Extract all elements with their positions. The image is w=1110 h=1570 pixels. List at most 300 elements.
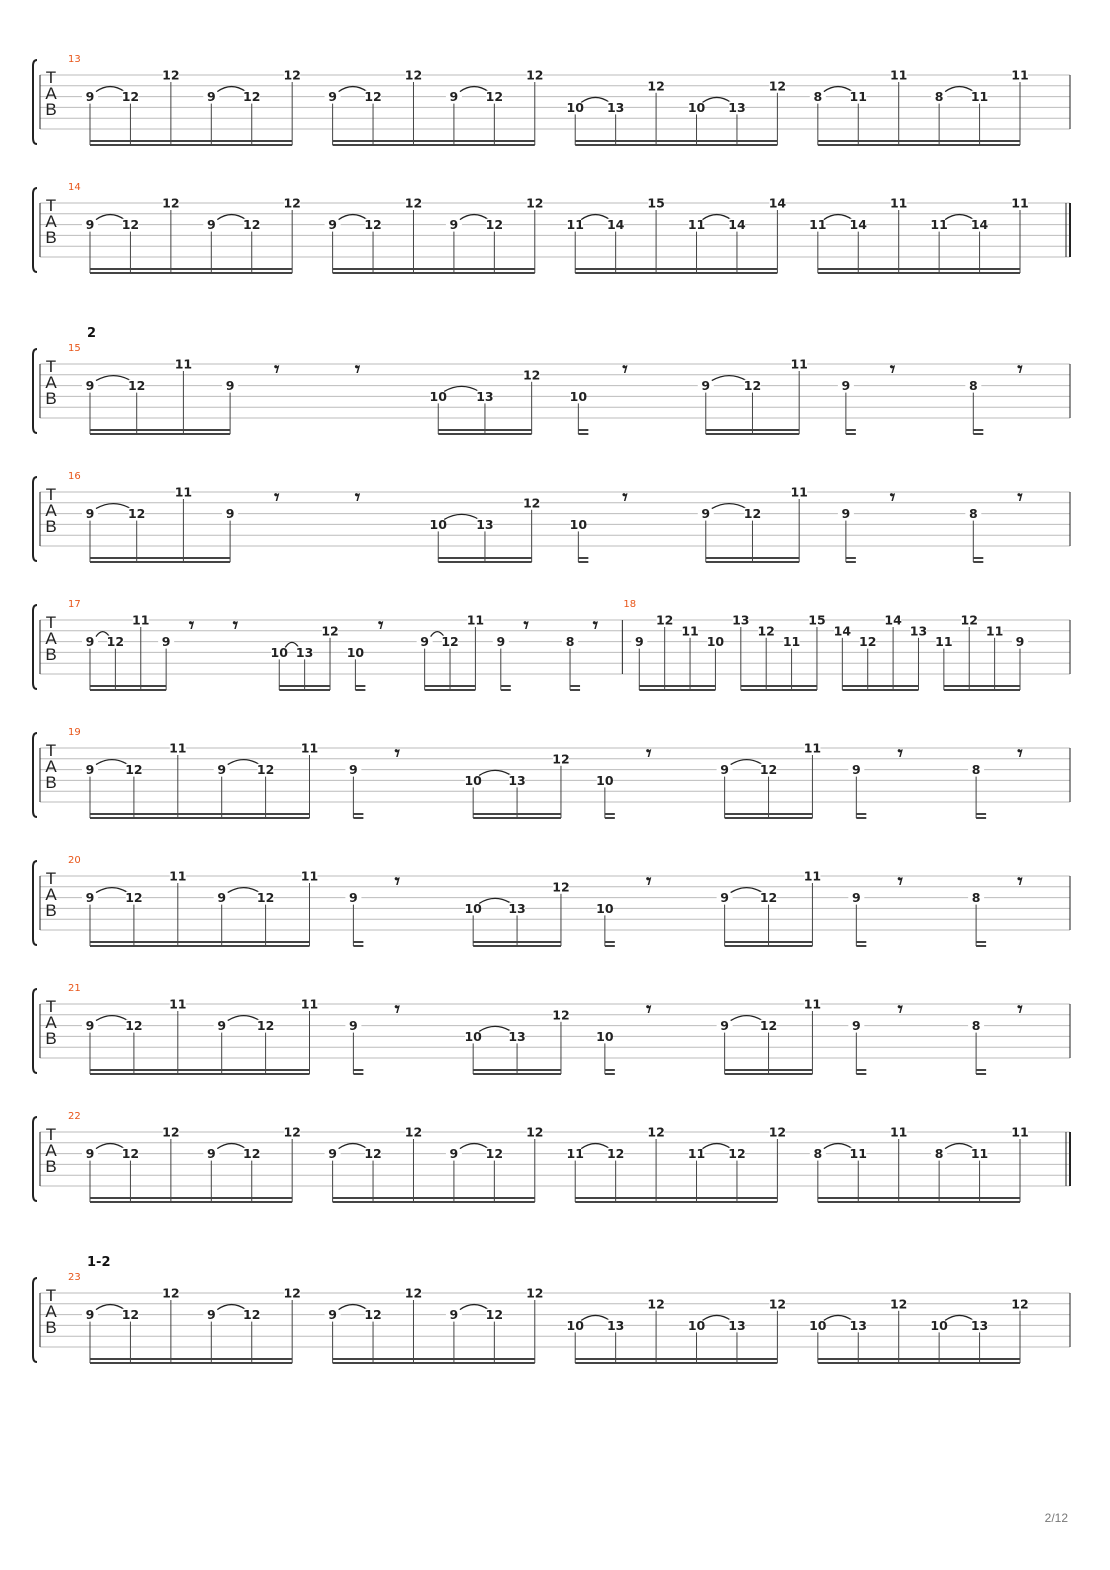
tab-clef-t: T [45, 485, 57, 504]
fret-number: 15 [647, 195, 665, 211]
beam-primary [818, 272, 1020, 274]
beam-secondary [473, 1069, 561, 1071]
beam-secondary [575, 140, 777, 142]
beam-flag [605, 945, 615, 947]
beam-flag [355, 689, 365, 691]
beam-flag [973, 561, 983, 563]
eighth-rest: 𝄾 [354, 357, 361, 381]
beam-secondary [333, 1197, 535, 1199]
eighth-rest: 𝄾 [1017, 741, 1023, 765]
fret-number: 11 [935, 634, 953, 650]
tab-clef-b: B [45, 228, 57, 247]
fret-number: 11 [782, 634, 801, 650]
fret-number: 9 [206, 89, 216, 105]
beam-flag [976, 941, 986, 943]
beam-secondary [473, 813, 561, 815]
beam-secondary [90, 429, 230, 431]
fret-number: 12 [552, 751, 570, 767]
fret-number: 10 [566, 1317, 584, 1333]
beam-flag [856, 1069, 866, 1071]
fret-number: 9 [85, 1018, 95, 1034]
slur [712, 376, 747, 381]
eighth-rest: 𝄾 [394, 741, 400, 765]
beam-secondary [818, 1197, 1020, 1199]
beam-primary [90, 689, 166, 691]
measure-number: 16 [68, 471, 81, 482]
beam-flag [976, 813, 986, 815]
fret-number: 12 [283, 195, 301, 211]
fret-number: 12 [647, 78, 665, 94]
slur [217, 1305, 245, 1310]
beam-secondary [90, 1069, 309, 1071]
tab-system-13 [33, 54, 1070, 146]
tab-clef-a: A [45, 629, 57, 648]
fret-number: 12 [859, 634, 877, 650]
beam-secondary [575, 1197, 777, 1199]
fret-number: 9 [225, 378, 235, 394]
slur [731, 760, 763, 765]
slur [945, 87, 973, 92]
fret-number: 12 [283, 1124, 301, 1140]
slur [945, 1144, 973, 1149]
beam-primary [90, 1201, 292, 1203]
beam-flag [353, 1073, 363, 1075]
beam-flag [605, 1073, 615, 1075]
fret-number: 12 [768, 78, 787, 94]
beam-primary [333, 1362, 535, 1364]
tab-clef-t: T [45, 357, 57, 376]
slur [217, 215, 245, 220]
measure-number: 18 [623, 599, 637, 610]
fret-number: 14 [970, 217, 989, 233]
tab-clef-t: T [45, 613, 57, 632]
fret-number: 15 [808, 612, 826, 628]
eighth-rest: 𝄾 [889, 485, 896, 509]
eighth-rest: 𝄾 [1017, 485, 1023, 509]
slur [460, 87, 488, 92]
fret-number: 12 [125, 890, 143, 906]
fret-number: 9 [720, 890, 729, 906]
slur [479, 770, 511, 775]
eighth-rest: 𝄾 [378, 613, 384, 637]
fret-number: 11 [300, 868, 319, 884]
beam-secondary [575, 268, 777, 270]
fret-number: 10 [706, 634, 725, 650]
fret-number: 8 [968, 506, 978, 522]
fret-number: 10 [270, 644, 288, 660]
beam-flag [570, 685, 580, 687]
beam-secondary [725, 813, 813, 815]
fret-number: 11 [849, 89, 867, 105]
fret-number: 14 [606, 217, 625, 233]
beam-primary [639, 689, 715, 691]
tab-clef-t: T [45, 1286, 57, 1305]
fret-number: 9 [206, 1307, 216, 1323]
fret-number: 9 [161, 634, 171, 650]
slur [479, 1026, 511, 1031]
slur [228, 1016, 260, 1021]
beam-secondary [818, 268, 1020, 270]
fret-number: 9 [720, 762, 729, 778]
fret-number: 12 [404, 195, 423, 211]
beam-primary [90, 945, 309, 947]
system-bracket [33, 1117, 37, 1201]
section-label: 1-2 [87, 1255, 111, 1270]
fret-number: 11 [970, 1146, 989, 1162]
beam-secondary [279, 685, 330, 687]
tab-clef-t: T [45, 1125, 57, 1144]
page-number: 2/12 [1044, 1511, 1068, 1525]
tab-system-20 [33, 855, 1070, 947]
fret-number: 14 [728, 217, 746, 233]
beam-flag [846, 557, 856, 559]
section-label: 2 [87, 326, 97, 341]
fret-number: 12 [256, 762, 275, 778]
slur [339, 1144, 367, 1149]
beam-flag [501, 689, 511, 691]
beam-flag [856, 817, 866, 819]
slur [945, 1315, 973, 1320]
fret-number: 9 [841, 506, 851, 522]
slur [217, 1144, 245, 1149]
beam-primary [818, 1362, 1020, 1364]
fret-number: 9 [85, 217, 95, 233]
fret-number: 12 [526, 195, 544, 211]
slur [96, 888, 128, 893]
eighth-rest: 𝄾 [897, 869, 903, 893]
beam-primary [725, 1073, 813, 1075]
fret-number: 13 [476, 388, 494, 404]
fret-number: 13 [476, 516, 494, 532]
beam-primary [333, 272, 535, 274]
beam-flag [973, 557, 983, 559]
fret-number: 10 [569, 388, 588, 404]
tab-clef-a: A [45, 84, 57, 103]
fret-number: 12 [485, 89, 504, 105]
beam-primary [333, 1201, 535, 1203]
slur [581, 1144, 609, 1149]
beam-flag [846, 433, 856, 435]
eighth-rest: 𝄾 [592, 613, 599, 637]
fret-number: 11 [1011, 195, 1029, 211]
slur [824, 87, 852, 92]
measure-number: 20 [68, 855, 81, 866]
system-bracket [33, 605, 37, 689]
measure-number: 22 [68, 1111, 81, 1122]
measure-number: 21 [68, 983, 81, 994]
beam-flag [355, 685, 365, 687]
fret-number: 9 [851, 762, 861, 778]
slur [96, 376, 131, 381]
beam-primary [438, 561, 531, 563]
measure-number: 19 [68, 727, 81, 738]
fret-number: 10 [596, 1028, 614, 1044]
fret-number: 12 [364, 217, 382, 233]
beam-flag [501, 685, 511, 687]
fret-number: 13 [728, 1317, 746, 1333]
tab-clef-a: A [45, 885, 57, 904]
tab-clef-a: A [45, 212, 57, 231]
fret-number: 12 [889, 1296, 908, 1312]
beam-flag [976, 817, 986, 819]
slur [228, 888, 260, 893]
beam-secondary [725, 1069, 813, 1071]
fret-number: 8 [934, 89, 944, 105]
fret-number: 12 [768, 1296, 787, 1312]
tab-clef-b: B [45, 901, 57, 920]
tab-clef-a: A [45, 757, 57, 776]
fret-number: 12 [552, 879, 570, 895]
slur [96, 504, 131, 509]
fret-number: 13 [970, 1317, 989, 1333]
beam-primary [333, 144, 535, 146]
eighth-rest: 𝄾 [622, 485, 628, 509]
fret-number: 13 [508, 900, 526, 916]
beam-primary [90, 1362, 292, 1364]
fret-number: 12 [243, 89, 261, 105]
slur [96, 760, 128, 765]
beam-flag [856, 813, 866, 815]
fret-number: 11 [803, 740, 822, 756]
fret-number: 11 [566, 1146, 584, 1162]
fret-number: 9 [851, 1018, 861, 1034]
fret-number: 12 [121, 89, 140, 105]
slur [824, 215, 852, 220]
beam-secondary [90, 268, 292, 270]
fret-number: 9 [449, 1307, 459, 1323]
slur [96, 1305, 124, 1310]
fret-number: 12 [526, 1285, 544, 1301]
fret-number: 9 [217, 890, 227, 906]
slur [703, 1144, 731, 1149]
fret-number: 10 [464, 1028, 482, 1044]
beam-primary [818, 1201, 1020, 1203]
tab-clef-b: B [45, 1029, 57, 1048]
beam-flag [976, 945, 986, 947]
fret-number: 13 [295, 644, 314, 660]
tab-clef-b: B [45, 517, 57, 536]
beam-primary [473, 1073, 561, 1075]
fret-number: 11 [803, 996, 822, 1012]
fret-number: 9 [328, 1146, 337, 1162]
fret-number: 11 [174, 484, 193, 500]
fret-number: 12 [162, 1124, 180, 1140]
fret-number: 9 [328, 89, 337, 105]
fret-number: 8 [971, 762, 981, 778]
fret-number: 9 [496, 634, 506, 650]
tab-system-22 [33, 1111, 1070, 1203]
fret-number: 12 [404, 1124, 423, 1140]
beam-secondary [438, 557, 531, 559]
system-bracket [33, 60, 37, 144]
fret-number: 8 [934, 1146, 944, 1162]
fret-number: 12 [606, 1146, 625, 1162]
fret-number: 9 [841, 378, 851, 394]
eighth-rest: 𝄾 [1017, 357, 1023, 381]
fret-number: 8 [565, 634, 575, 650]
beam-secondary [90, 1358, 292, 1360]
fret-number: 12 [256, 1018, 275, 1034]
beam-primary [575, 1362, 777, 1364]
fret-number: 12 [127, 506, 146, 522]
beam-primary [818, 144, 1020, 146]
fret-number: 12 [759, 762, 778, 778]
fret-number: 11 [566, 217, 584, 233]
measure-number: 17 [68, 599, 81, 610]
slur [945, 215, 973, 220]
fret-number: 11 [132, 612, 150, 628]
tab-clef-a: A [45, 1141, 57, 1160]
beam-primary [706, 433, 799, 435]
fret-number: 12 [743, 378, 762, 394]
fret-number: 14 [768, 195, 787, 211]
eighth-rest: 𝄾 [1017, 869, 1023, 893]
tab-clef-a: A [45, 1302, 57, 1321]
beam-secondary [639, 685, 715, 687]
fret-number: 9 [349, 762, 358, 778]
eighth-rest: 𝄾 [897, 997, 903, 1021]
beam-flag [353, 941, 363, 943]
beam-secondary [706, 429, 799, 431]
tab-system-17 [33, 599, 1070, 691]
slur [824, 1144, 852, 1149]
slur [217, 87, 245, 92]
beam-primary [90, 561, 230, 563]
slur [96, 1016, 128, 1021]
beam-flag [578, 433, 588, 435]
fret-number: 12 [1011, 1296, 1029, 1312]
fret-number: 9 [720, 1018, 729, 1034]
fret-number: 11 [1011, 1124, 1029, 1140]
fret-number: 12 [960, 612, 978, 628]
beam-primary [90, 144, 292, 146]
fret-number: 13 [606, 99, 625, 115]
beam-primary [90, 433, 230, 435]
fret-number: 12 [162, 67, 180, 83]
fret-number: 9 [85, 762, 95, 778]
tab-clef-a: A [45, 501, 57, 520]
fret-number: 9 [701, 378, 711, 394]
beam-secondary [90, 557, 230, 559]
fret-number: 12 [364, 1146, 382, 1162]
fret-number: 12 [162, 195, 180, 211]
fret-number: 10 [429, 388, 447, 404]
fret-number: 8 [971, 890, 981, 906]
eighth-rest: 𝄾 [232, 613, 239, 637]
slur [96, 1144, 124, 1149]
beam-secondary [725, 941, 813, 943]
fret-number: 12 [655, 612, 674, 628]
tab-clef-t: T [45, 869, 57, 888]
system-bracket [33, 861, 37, 945]
fret-number: 9 [85, 506, 95, 522]
measure-number: 15 [68, 343, 81, 354]
eighth-rest: 𝄾 [646, 997, 652, 1021]
beam-flag [578, 557, 588, 559]
beam-primary [90, 817, 309, 819]
slur [228, 760, 260, 765]
tab-clef-b: B [45, 773, 57, 792]
tab-clef-t: T [45, 741, 57, 760]
eighth-rest: 𝄾 [646, 869, 652, 893]
tab-clef-b: B [45, 1157, 57, 1176]
eighth-rest: 𝄾 [274, 485, 280, 509]
beam-primary [473, 945, 561, 947]
fret-number: 11 [985, 623, 1004, 639]
eighth-rest: 𝄾 [523, 613, 529, 637]
beam-secondary [90, 941, 309, 943]
fret-number: 9 [1015, 634, 1025, 650]
beam-primary [706, 561, 799, 563]
fret-number: 12 [121, 217, 140, 233]
system-bracket [33, 188, 37, 272]
slur [444, 514, 479, 519]
system-bracket [33, 477, 37, 561]
fret-number: 9 [85, 89, 95, 105]
fret-number: 12 [321, 623, 339, 639]
slur [339, 87, 367, 92]
beam-flag [846, 429, 856, 431]
fret-number: 12 [759, 890, 778, 906]
fret-number: 13 [732, 612, 750, 628]
fret-number: 8 [813, 1146, 823, 1162]
fret-number: 10 [566, 99, 584, 115]
beam-flag [578, 429, 588, 431]
fret-number: 8 [813, 89, 823, 105]
fret-number: 11 [889, 67, 908, 83]
fret-number: 13 [508, 1028, 526, 1044]
beam-flag [846, 561, 856, 563]
fret-number: 10 [596, 772, 614, 788]
slur [703, 97, 731, 102]
beam-flag [856, 945, 866, 947]
fret-number: 10 [596, 900, 614, 916]
beam-secondary [333, 140, 535, 142]
tab-clef-t: T [45, 196, 57, 215]
fret-number: 11 [687, 217, 706, 233]
fret-number: 12 [441, 634, 459, 650]
tab-clef-t: T [45, 997, 57, 1016]
fret-number: 9 [206, 217, 216, 233]
tab-clef-a: A [45, 373, 57, 392]
system-bracket [33, 1278, 37, 1362]
eighth-rest: 𝄾 [622, 357, 628, 381]
fret-number: 12 [768, 1124, 787, 1140]
beam-flag [973, 429, 983, 431]
tab-system-19 [33, 727, 1070, 819]
beam-secondary [818, 1358, 1020, 1360]
fret-number: 12 [552, 1007, 570, 1023]
eighth-rest: 𝄾 [354, 485, 361, 509]
fret-number: 14 [884, 612, 902, 628]
fret-number: 12 [647, 1296, 665, 1312]
beam-primary [575, 272, 777, 274]
fret-number: 9 [420, 634, 430, 650]
slur [479, 898, 511, 903]
slur [339, 1305, 367, 1310]
fret-number: 11 [681, 623, 699, 639]
fret-number: 13 [849, 1317, 867, 1333]
fret-number: 12 [728, 1146, 746, 1162]
fret-number: 9 [449, 1146, 459, 1162]
beam-primary [473, 817, 561, 819]
beam-secondary [90, 140, 292, 142]
beam-flag [856, 941, 866, 943]
fret-number: 8 [968, 378, 978, 394]
fret-number: 12 [121, 1146, 140, 1162]
beam-secondary [575, 1358, 777, 1360]
beam-primary [944, 689, 1020, 691]
